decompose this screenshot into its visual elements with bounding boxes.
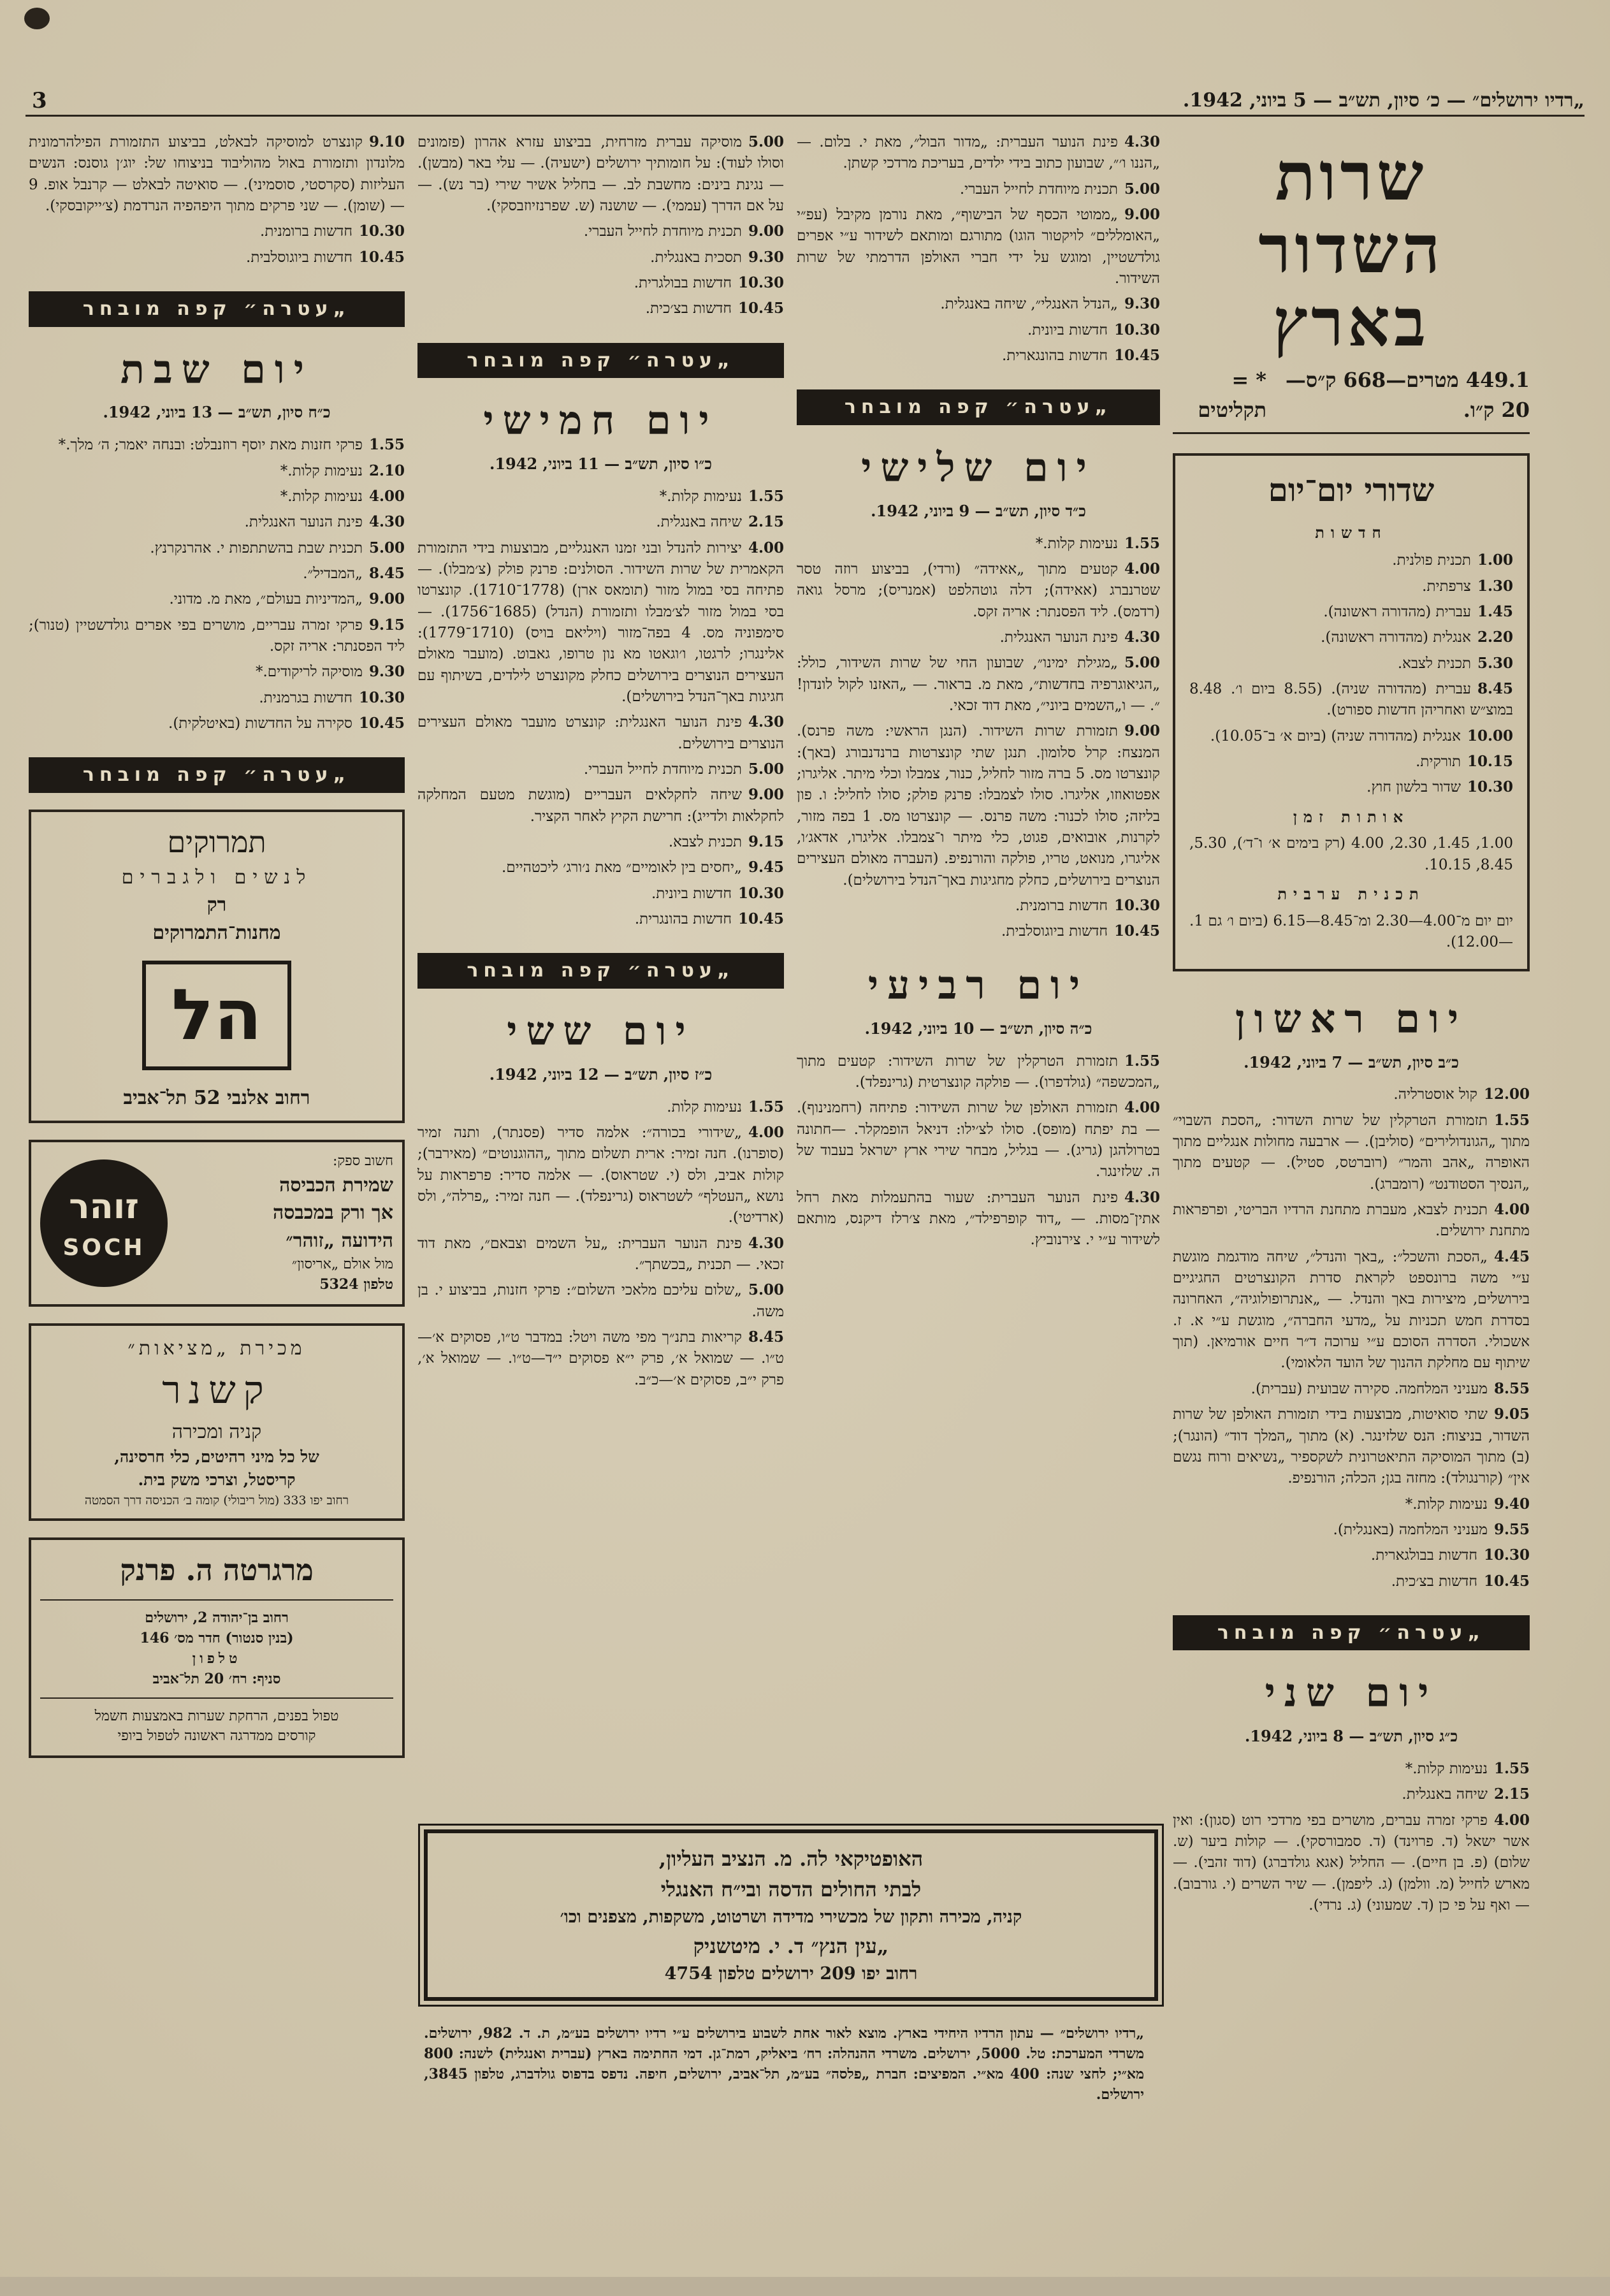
friday-continued [29,131,405,268]
thursday-schedule [417,486,784,931]
program-item: 8.55מעניני המלחמה. סקירה שבועית (עברית). [1251,1379,1530,1397]
atara-coffee-banner: „עטרה״ קפה מובחר [29,757,405,793]
frank-ad [29,1537,405,1758]
program-item: 9.40נעימות קלות.* [1405,1495,1530,1513]
friday-title: יום ששי [507,1007,695,1054]
laundry-ad-important: חשוב ספק: [332,1153,393,1170]
program-item: 4.00נעימות קלות.* [280,487,405,505]
program-item: 10.45חדשות בהונגארית. [1002,347,1160,365]
cosmetics-ad-title: תמרוקים [167,824,266,859]
program-item: 9.30„הנדל האנגלי״, שיחה באנגלית. [940,295,1160,313]
page-header [25,89,1585,117]
ink-stain [24,8,50,29]
frequency-text: 449.1 מטרים—668 ק״ס—20 ק״ו. [1285,368,1530,422]
cosmetics-ad-sub: לנשים ולגברים [121,866,312,889]
list-item: 10.30שדור בלשון חוץ. [1367,778,1513,796]
laundry-ad [29,1140,405,1307]
program-item: 1.55נעימות קלות.* [1035,534,1160,552]
program-item: 10.30חדשות בבולגארית. [1370,1546,1530,1564]
frequency-line [1173,365,1530,434]
records-note: * = תקליטים [1198,368,1267,422]
laundry-ad-line3: הידועה „זוהר״ [286,1229,393,1252]
sunday-title: יום ראשון [1235,995,1468,1042]
frank-ad-line3: טלפון [192,1650,242,1667]
sunday-date: כ״ב סיון, תש״ב — 7 ביוני, 1942. [1244,1052,1459,1072]
list-item: 8.45עברית (מהדורה שניה). (8.55 ביום ו׳. 8.48 במוצ״ש ואחריהן חדשות ספורט). [1189,679,1513,719]
program-item: 12.00קול אוסטרליה. [1393,1086,1530,1103]
tuesday-schedule [797,533,1160,943]
program-item: 5.00תכנית מיוחדת לחייל העברי. [959,180,1160,198]
program-item: 4.30פינת הנוער העברית: „מדור הבול״, מאת י. בלום. — „הננו ו׳״, שבועון כתוב בידי ילדים, בעריכת מרדכי קשתן. [797,133,1160,172]
saturday-date: כ״ח סיון, תש״ב — 13 ביוני, 1942. [103,403,331,422]
program-item: 10.30חדשות ביונית. [651,884,784,902]
monday-date: כ״ג סיון, תש״ב — 8 ביוני, 1942. [1244,1727,1458,1746]
list-item: 1.30צרפתית. [1422,577,1513,595]
program-item: 9.30מוסיקה לריקודים.* [255,663,405,681]
tuesday-title: יום שלישי [861,444,1096,491]
wednesday-title: יום רביעי [867,961,1089,1008]
laundry-ad-text [175,1151,393,1295]
list-item: 1.45עברית (מהדורה ראשונה). [1323,602,1513,620]
daily-broadcasts-box [1173,453,1530,971]
program-item: 2.10נעימות קלות.* [280,461,405,479]
monday-title: יום שני [1265,1669,1438,1717]
optician-ad [424,1829,1158,2001]
friday-date: כ״ז סיון, תש״ב — 12 ביוני, 1942. [489,1064,713,1084]
program-item: 5.00מוסיקה עברית מזרחית, בביצוע עזרא אהרון (פזמונים וסולו לעוד): על חומותיך ירושלים (ישעיה). — עלי באר (מבשן). — נגינת בינים: מחשבת לב. — בחליל אשיר שירי (בר נש). — על אם הדרך (עממי). — שושנה (ש. שפרנזיוזבסקי). [417,133,784,215]
wednesday-schedule [797,1050,1160,1251]
monday-schedule [1173,1758,1530,1916]
saturday-schedule [29,434,405,734]
program-item: 9.15פרקי זמרה עבריים, מושרים בפי אפרים גולדשטיין (טנור); ליד הפסנתר: אריה זקס. [29,616,405,655]
column-1 [1173,127,1530,1921]
program-item: 2.15שיחה באנגלית. [1402,1785,1530,1803]
sunday-schedule [1173,1084,1530,1592]
colophon: „רדיו ירושלים״ — עתון הרדיו היחידי בארץ. מוצא לאור אחת לשבוע בירושלים ע״י רדיו ירושלים בע״מ, ת. ד. 982, ירושלים. משרדי המערכת: טל. 5000, ירושלים. משרדי ההנהלה: רח׳ ביאליק, רמת־גן. דמי החתימה בארץ (עברית ואנגלית) לשנה: 800 מא״י; לחצי שנה: 400 מא״י. המפיצים: חברת „פלסה״ בע״מ, תל־אביב, ירושלים, חיפה. נדפס בדפוס גולדברג, טלפון 3845, ירושלים. [424,2025,1144,2103]
program-item: 10.30חדשות ברומנית. [1015,897,1160,915]
program-item: 10.45חדשות בצ׳כית. [1391,1572,1530,1590]
program-item: 9.30תסכית באנגלית. [650,248,784,266]
friday-schedule [417,1096,784,1391]
list-item: 1.00תכנית פולנית. [1392,551,1513,569]
program-item: 4.30פינת הנוער האנגלית: קונצרט מועבר מאולם העצירים הנוצרים בירושלים. [417,713,784,752]
program-item: 10.30חדשות ברומנית. [260,222,405,240]
laundry-ad-line4: מול אולם „אריסון״ [291,1256,393,1273]
program-item: 5.00תכנית שבת בהשתתפות י. אהרנקרנץ. [150,539,405,556]
zohar-logo-hebrew: זוהר [69,1186,139,1226]
laundry-ad-body [40,1151,393,1295]
program-item: 5.00„מגילת ימינו״, שבועון החי של שרות השידור, כולל: „הגיאוגרפיה בחדשות״, מאת מ. בראור. — „האזנו לקול לונדון!״. — ו„השמים ביוני״, מאת דוד זכאי. [797,654,1160,715]
program-item: 5.00תכנית מיוחדת לחייל העברי. [583,760,784,778]
program-item: 10.30חדשות בגרמנית. [259,688,405,706]
program-item: 1.55נעימות קלות. [667,1098,784,1115]
program-item: 4.30פינת הנוער העברית: שעור בהתעמלות מאת רחל אתין־מסות. — „דוד קופרפילד״, מאת צ׳רלז דיקנס, מותאם לשידור ע״י י. צירנוביץ. [797,1188,1160,1249]
program-item: 4.00תזמורת האולפן של שרות השידור: פתיחה (רחמנינוף). — בת יפתח (מופס). סולו לצ׳ילו: דניאל הופמקלר. —חתונה בטרולהגן (גריג). — בגליל, מבחר שירי ארץ ישראל בעבוד של ה. שלזינגר. [797,1099,1160,1181]
list-item: 10.15תורקית. [1416,753,1513,770]
wednesday-continued [417,131,784,320]
news-list [1189,549,1513,798]
program-item: 4.30פינת הנוער העברית: „על השמים וצבאם״, מאת דוד זכאי. — תכנית „בכשתך״. [417,1234,784,1274]
program-item: 4.00פרקי זמרה עברים, מושרים בפי מרדכי רוט (סגון): ואין אשר ישאל (ד. פרוינד) (ד. סמבורסקי). — קולות ביער (ש. שלום) (פ. בן חיים). — החליל (אגא גולדברג) (דוד זהבי). — מארש לחייל (מ. וולמן) (ג. ליפמן). — שיר השרים (י. גורבוב). — ואף על פי כן (ד. שמעוני) (ג. נרדי). [1173,1811,1530,1914]
list-item: 2.20אנגלית (מהדורה ראשונה). [1321,628,1513,646]
program-item: 4.00תכנית לצבא, מעברת מתחנת הרדיו הבריטי, ופרפראות מתחנת ירושלים. [1173,1201,1530,1240]
cosmetics-ad-only: רק [207,894,227,917]
time-signals-text: 1.00, 1.45, 2.30, 4.00 (רק בימים א׳ ו־ד׳), 5.30, 8.45, 10.15. [1189,835,1514,873]
program-item: 10.45חדשות ביוגוסלבית. [246,248,405,266]
program-item: 10.45חדשות בצ׳כית. [645,300,784,317]
cosmetics-ad [29,810,405,1123]
program-item: 10.30חדשות ביונית. [1027,321,1160,338]
frank-ad-divider [40,1599,393,1601]
frank-ad-line2: (בנין סנטור) חדר מס׳ 146 [140,1629,294,1646]
program-item: 9.00תכנית מיוחדת לחייל העברי. [583,222,784,240]
program-item: 1.55נעימות קלות.* [1405,1760,1530,1778]
program-item: 4.00„שידורי בכורה״: אלמה סדיר (פסנתר), ותנה זמיר (סופרנו). חנה זמיר: ארית תשלום מתוך „ההוגנוטים״ (מאירבר); קולות אביב, ולס (י. שטראוס). — אלמה סדיר: פרפראות על נושא „העטלף״ לשטראוס (גרינפלד). — חנה זמיר: „פרלה״, ולס (ארדיטי). [417,1124,784,1226]
kushner-ad-line3: רחוב יפו 333 (מול ריבולי) קומה ב׳ הכניסה דרך הסמטה [84,1493,349,1508]
frank-ad-line1: רחוב בן־יהודה 2, ירושלים [145,1609,289,1626]
kushner-ad-line2: קריסטל, וצרכי משק בית. [138,1471,296,1490]
list-item: 5.30תכנית לצבא. [1397,654,1513,672]
arabic-program-text: יום יום מ־4.00—2.30 ומ־8.45—6.15 (ביום ו׳ גם 1.—12.00). [1189,912,1513,951]
kushner-ad [29,1323,405,1521]
program-item: 4.00יצירות להנדל ובני זמנו האנגליים, מבוצעות בידי התזמורת הקאמרית של שרות השידור. הסולנים: פרנק פולק (צ׳מבלו). — פתיחה בסי במול מזור (תומאס ארן) (1778־1710). קונצרטו בסי במול מזור לצ׳מבלו ותזמורת (הנדל) (1685־1756). — סימפוניה מס. 4 בפה־מזור (ויליאם בויס) (1710־1779): אלינגרו; לרגטו, ו׳וגאטו מא נון טרופו, גאבוט. (מועבר מאולם העצירים הנוצרים בירושלים כחלק מקונצרט לילדים, בשיתוף עם חגיגות באך־הנדל בירושלים). [417,539,784,706]
program-item: 10.45סקירה על החדשות (באיטלקית). [168,715,405,732]
kushner-ad-line1: של כל מיני רהיטים, כלי חרסינה, [114,1448,319,1467]
list-item: 10.00אנגלית (מהדורה שניה) (ביום א׳ ב־10.05). [1210,727,1513,745]
zohar-logo-icon [40,1159,168,1287]
news-subtitle: חדשות [1315,523,1388,542]
program-item: 4.30פינת הנוער האנגלית. [244,513,405,531]
program-item: 4.00קטעים מתוך „אאידה״ (ורדי), בביצוע רוזה טסר שטרנברג (אאידה); דלה גוטהלפט (אמנריס); מרסל גואה (רדמס). ליד הפסנתר: אריה זקס. [797,560,1160,620]
program-item: 9.00שיחה לחקלאים העבריים (מוגשת מטעם המחלקה לחקלאות ולדייג): חרישת הקיץ לאחר הקציר. [417,786,784,825]
atara-coffee-banner: „עטרה״ קפה מובחר [29,291,405,327]
frank-ad-line5: טפול בפנים, הרחקת שערות באמצעות חשמל [94,1708,339,1724]
zohar-logo-latin: SOCH [62,1235,145,1261]
program-item: 9.10קונצרט למוסיקה לבאלט, בביצוע התזמורת הפילהרמונית מלונדון ותזמורת באול מהוליבוד בניצוחו של: יוג׳ן גוסנס: הנשים העליזות (סקרסטי, סוסמיני). — סואיטה לבאלט — קרנבל אופ. 9 — (שומן). — שני פרקים מתוך היפהפיה הנרדמת (צ׳ייקובסקי). [29,133,405,215]
cosmetics-ad-address: רחוב אלנבי 52 תל־אביב [123,1086,310,1109]
program-item: 8.45קריאות בתנ״ך מפי משה ויטל: במדבר ט״ו, פסוקים א׳—ט״ו. — שמואל א׳, פרק י״א פסוקים י״ד—ט״ו. — שמואל א׳, פרק י״ב, פסוקים א׳—כ״ב. [417,1328,784,1388]
thursday-title: יום חמישי [483,397,718,444]
laundry-ad-line1: שמירת הכביסה [279,1173,393,1196]
wednesday-date: כ״ה סיון, תש״ב — 10 ביוני, 1942. [864,1019,1092,1038]
time-signals-subtitle: אותות זמן [1293,807,1410,826]
program-item: 9.55מעניני המלחמה (באנגלית). [1333,1520,1530,1538]
atara-coffee-banner: „עטרה״ קפה מובחר [417,953,784,989]
program-item: 4.45„הסכת והשכל״: „באך והנדל״, שיחה מודגמת מוגשת ע״י משה ברונספט לקראת סדרת הקונצרטים החגיגיים בירושלים, מיצירות באך והנדל. — „אנתרופולוגיה״, האחרונה בסדרת חמש תכניות על „מדעי החברה״, מוגשת ע״י א. ז. אשכולי. הסדרה הסוכם ע״י ערוכה ד״ר חיים אורמיאן. (תוך שיתוף עם מחלקת ההנוך של הועד הלאומי). [1173,1247,1530,1372]
atara-coffee-banner: „עטרה״ קפה מובחר [797,389,1160,425]
frank-ad-divider [40,1697,393,1699]
hal-logo-icon: הל [142,961,291,1070]
program-item: 9.00„ממוטי הכסף של הבישוף״, מאת נורמן מקיבל (עפ״י „האומללים״ לויקטור הוגו) מתורגם ומותאם לשידור ע״י אפרים גולדשטיין, ומוגש על ידי חברי האולפן הדרמתי של שרות השידור. [797,206,1160,287]
page-bottom-edge [0,2277,1610,2296]
laundry-ad-line2: אך ורק במכבסה [272,1202,393,1224]
program-item: 2.15שיחה באנגלית. [656,513,784,531]
program-item: 8.45„המבדיל״. [303,564,405,582]
program-item: 9.05שתי סואיטות, מבוצעות בידי תזמורת האולפן של שרות השדור, בניצוח: הנס שלזינגר. (א) מתוך „המלך דוד״ (הונגר); (ב) מתוך המוסיקה התיאטרונית לשקספיר „נשיאים ורוח נגשם אין״ (קורנגולד): מחזה בגן; הכלה; הורנפיפ. [1173,1406,1530,1487]
optician-ad-line5: רחוב יפו 209 ירושלים טלפון 4754 [664,1963,918,1984]
program-item: 4.30פינת הנוער האנגלית. [999,628,1160,646]
frank-ad-line6: קורסים ממדרגה ראשונה לטפול ביופי [117,1728,316,1745]
program-item: 10.45חדשות בהונגרית. [634,910,784,928]
optician-ad-line1: האופטיקאי לה. מ. הנציב העליון, [658,1847,924,1871]
optician-ad-line4: „עין הנץ״ ד. י. מיטשניק [693,1933,889,1958]
header-date-line: „רדיו ירושלים״ — כ׳ סיון, תש״ב — 5 ביוני, 1942. [1182,89,1585,112]
frank-ad-line4: סניף: רח׳ 20 תל־אביב [152,1670,281,1687]
atara-coffee-banner: „עטרה״ קפה מובחר [417,343,784,379]
optician-ad-line3: קניה, מכירה ותקון של מכשירי מדידה ושרטוט, משקפות, מצפנים וכו׳ [560,1907,1022,1927]
column-3 [417,127,784,1395]
optician-ad-line2: לבתי החולים הדסה ובי״ח האנגלי [660,1877,922,1901]
program-item: 9.15תכנית לצבא. [668,833,784,851]
monday-continued [797,131,1160,367]
page-number: 3 [32,88,47,113]
column-2 [797,127,1160,1255]
kushner-ad-top: מכירת „מציאות״ [127,1337,306,1360]
saturday-title: יום שבת [120,345,313,393]
program-item: 1.55תזמורת הטרקלין של שרות השידור: קטעים מתוך „המכשפה״ (גולדפרו). — פולקה קונצרטית (גרינפלד). [797,1052,1160,1091]
program-item: 9.00„המדיניות בעולם״, מאת מ. מדוני. [169,590,405,608]
laundry-ad-line5: טלפון 5324 [319,1276,393,1293]
atara-coffee-banner: „עטרה״ קפה מובחר [1173,1615,1530,1651]
program-item: 1.55פרקי חזנות מאת יוסף רוזנבלט: ובנחה יאמר; ה׳ מלך.* [58,436,405,454]
program-item: 1.55נעימות קלות.* [659,487,784,505]
cosmetics-ad-store: מחנות־התמרוקים [152,921,281,944]
daily-title: שדורי יום־יום [1268,470,1435,509]
program-item: 1.55תזמורת הטרקלין של שרות השדור: „הסכת השבוי״ מתוך „הגונדולירים״ (סוליבן). — ארבעה מחולות אנגליים מתוך האופרה „אהב והמר״ (רוברטס, סטיל). — קטעים מתוך „הנסיך הסטודנט״ (רומברג). [1173,1111,1530,1193]
column-4 [29,127,405,1775]
kushner-ad-name: קשנר [162,1367,272,1413]
program-item: 10.45חדשות ביוגוסלבית. [1001,922,1160,940]
program-item: 9.00תזמורת שרות השידור. (הנגן הראשי: משה פרנס). המנצח: קרל סלומון. תנגן שתי קונצרטות ברנדנבורג (באך): קונצרטו מס. 5 ברה מזור לחליל, כנור, צמבלו וכלי מיתר. אליגרו; אפטואוזו, אליגרו. סולו לצמבלו: פרנק פולק; סולו לחליל: ו. פון בליזה; סולו לכנור: משה פרנס. — קונצרטו מס. 1 בפה מזור, לקרנות, אובואים, פגוט, כלי מיתר ו־צמבלו. אליגרו, אדאג׳ו, אליגרו, מנואט, טריו, פולקה והורנפיפ. (העברה מאולם העצירים הנוצרים בירושלים, כחלק מחגיגות באך־הנדל בירושלים). [797,722,1160,889]
tuesday-date: כ״ד סיון, תש״ב — 9 ביוני, 1942. [871,501,1086,520]
program-item: 9.45„יחסים בין לאומיים״ מאת נ׳ורג׳ ליכטהיים. [501,859,784,876]
masthead-title: שרות השדור בארץ [1258,137,1444,361]
thursday-date: כ״ו סיון, תש״ב — 11 ביוני, 1942. [489,454,712,474]
program-item: 5.00„שלום עליכם מלאכי השלום״: פרקי חזנות, בביצוע י. בן משה. [417,1281,784,1320]
arabic-program-subtitle: תכנית ערבית [1277,885,1425,904]
program-item: 10.30חדשות בבולגרית. [634,274,784,292]
kushner-ad-sub: קניה ומכירה [171,1420,262,1443]
frank-ad-name: מרגרטה ה. פרנק [120,1553,314,1588]
